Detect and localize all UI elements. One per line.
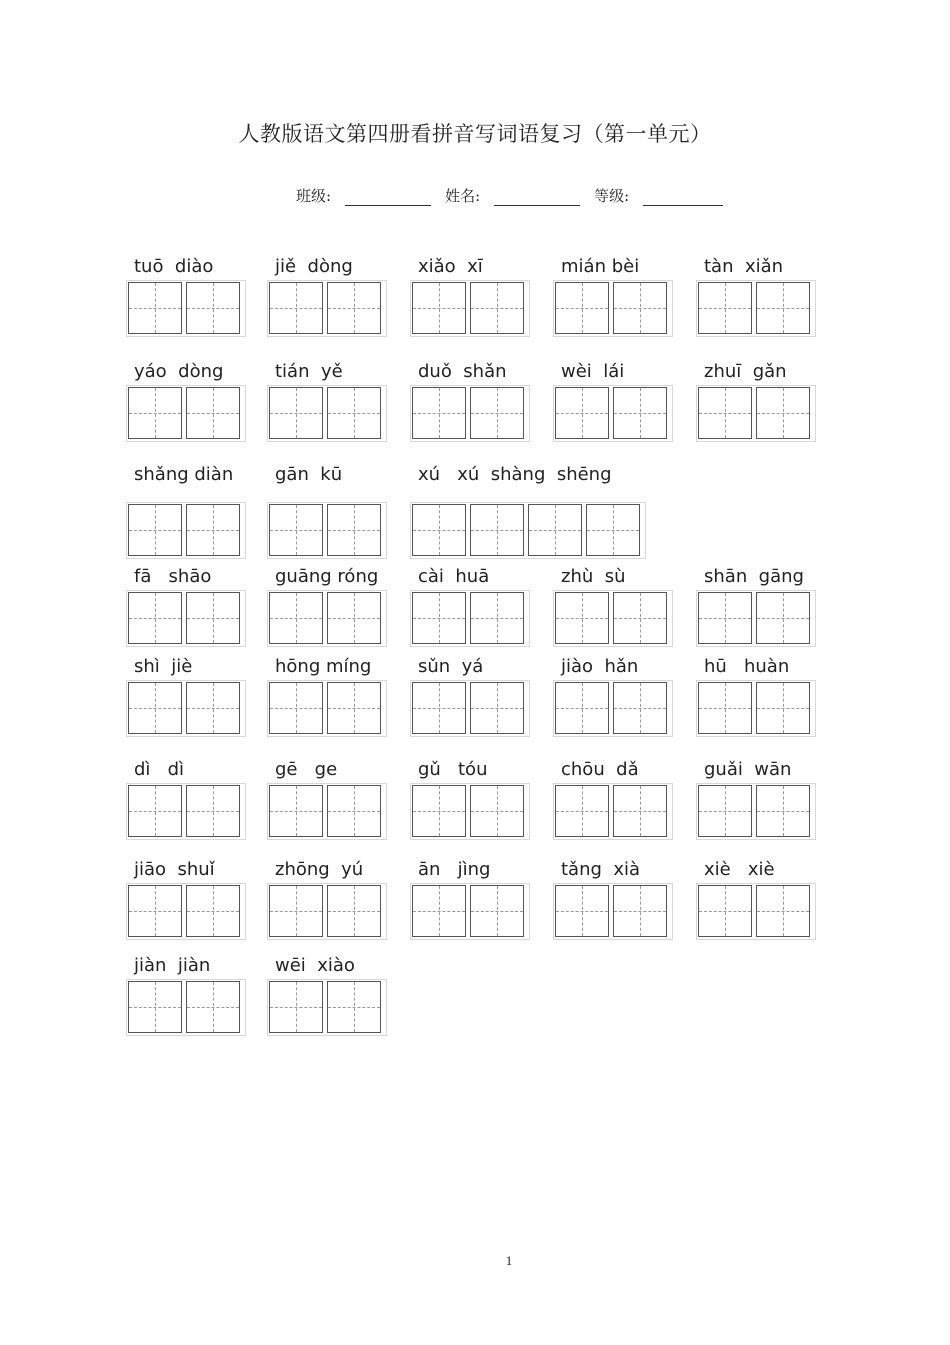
writing-cell[interactable] (470, 592, 524, 644)
word-pinyin: gē ge (275, 759, 338, 780)
writing-cell[interactable] (327, 592, 381, 644)
character-cells (698, 785, 814, 837)
writing-cell[interactable] (698, 885, 752, 937)
character-cells (555, 682, 671, 734)
writing-cell[interactable] (756, 282, 810, 334)
word-pinyin: tàn xiǎn (704, 256, 784, 277)
writing-cell[interactable] (756, 387, 810, 439)
word-pinyin: jiě dòng (275, 256, 353, 277)
writing-cell[interactable] (186, 592, 240, 644)
writing-cell[interactable] (412, 682, 466, 734)
word-pinyin: jiàn jiàn (134, 955, 211, 976)
word-pinyin: mián bèi (561, 256, 640, 277)
writing-cell[interactable] (128, 592, 182, 644)
character-cells (412, 682, 528, 734)
character-cells (555, 387, 671, 439)
writing-cell[interactable] (412, 282, 466, 334)
word-pinyin: zhōng yú (275, 859, 364, 880)
writing-cell[interactable] (186, 282, 240, 334)
writing-cell[interactable] (269, 504, 323, 556)
writing-cell[interactable] (470, 682, 524, 734)
writing-cell[interactable] (555, 592, 609, 644)
writing-cell[interactable] (327, 885, 381, 937)
page-title: 人教版语文第四册看拼音写词语复习（第一单元） (238, 122, 712, 146)
character-cells (698, 682, 814, 734)
character-cells (128, 682, 244, 734)
writing-cell[interactable] (186, 981, 240, 1033)
writing-cell[interactable] (269, 387, 323, 439)
word-pinyin: tuō diào (134, 256, 214, 277)
character-cells (698, 387, 814, 439)
writing-cell[interactable] (756, 682, 810, 734)
word-pinyin: hū huàn (704, 656, 790, 677)
writing-cell[interactable] (756, 885, 810, 937)
writing-cell[interactable] (412, 387, 466, 439)
word-pinyin: ān jìng (418, 859, 491, 880)
word-pinyin: fā shāo (134, 566, 212, 587)
name-label: 姓名: (445, 187, 481, 205)
class-field[interactable] (345, 187, 431, 206)
writing-cell[interactable] (186, 785, 240, 837)
writing-cell[interactable] (269, 981, 323, 1033)
character-cells (128, 885, 244, 937)
writing-cell[interactable] (186, 504, 240, 556)
character-cells (269, 282, 385, 334)
word-pinyin: zhù sù (561, 566, 626, 587)
writing-cell[interactable] (756, 592, 810, 644)
writing-cell[interactable] (470, 504, 524, 556)
writing-cell[interactable] (555, 885, 609, 937)
writing-cell[interactable] (269, 592, 323, 644)
writing-cell[interactable] (412, 592, 466, 644)
writing-cell[interactable] (412, 885, 466, 937)
writing-cell[interactable] (528, 504, 582, 556)
writing-cell[interactable] (756, 785, 810, 837)
writing-cell[interactable] (327, 785, 381, 837)
word-pinyin: jiāo shuǐ (134, 859, 215, 880)
character-cells (128, 981, 244, 1033)
word-pinyin: sǔn yá (418, 656, 484, 677)
word-pinyin: guāng róng (275, 566, 379, 587)
word-pinyin: tián yě (275, 361, 343, 382)
writing-cell[interactable] (327, 387, 381, 439)
page-number: 1 (505, 1253, 513, 1268)
writing-cell[interactable] (698, 387, 752, 439)
writing-cell[interactable] (555, 785, 609, 837)
word-pinyin: guǎi wān (704, 759, 792, 780)
writing-cell[interactable] (470, 885, 524, 937)
word-pinyin: wèi lái (561, 361, 625, 382)
grade-field[interactable] (643, 187, 723, 206)
writing-cell[interactable] (613, 282, 667, 334)
character-cells (128, 387, 244, 439)
word-pinyin: wēi xiào (275, 955, 355, 976)
writing-cell[interactable] (327, 682, 381, 734)
word-pinyin: xiè xiè (704, 859, 775, 880)
name-field[interactable] (494, 187, 580, 206)
writing-cell[interactable] (327, 504, 381, 556)
student-info (296, 185, 723, 206)
character-cells (269, 682, 385, 734)
character-cells (698, 885, 814, 937)
writing-cell[interactable] (412, 504, 466, 556)
character-cells (555, 282, 671, 334)
character-cells (128, 592, 244, 644)
word-pinyin: xú xú shàng shēng (418, 464, 612, 485)
writing-cell[interactable] (128, 282, 182, 334)
writing-cell[interactable] (613, 682, 667, 734)
writing-cell[interactable] (555, 282, 609, 334)
character-cells (128, 282, 244, 334)
writing-cell[interactable] (613, 592, 667, 644)
writing-cell[interactable] (613, 387, 667, 439)
word-pinyin: shǎng diàn (134, 464, 234, 485)
writing-cell[interactable] (698, 282, 752, 334)
character-cells (555, 592, 671, 644)
character-cells (269, 981, 385, 1033)
character-cells (269, 387, 385, 439)
writing-cell[interactable] (555, 682, 609, 734)
word-pinyin: zhuī gǎn (704, 361, 787, 382)
writing-cell[interactable] (269, 785, 323, 837)
writing-cell[interactable] (327, 282, 381, 334)
word-pinyin: shì jiè (134, 656, 193, 677)
writing-cell[interactable] (555, 387, 609, 439)
word-pinyin: hōng míng (275, 656, 372, 677)
writing-cell[interactable] (470, 282, 524, 334)
class-label: 班级: (296, 187, 332, 205)
character-cells (698, 282, 814, 334)
character-cells (555, 785, 671, 837)
grade-label: 等级: (594, 187, 630, 205)
character-cells (412, 282, 528, 334)
writing-cell[interactable] (269, 682, 323, 734)
character-cells (269, 785, 385, 837)
writing-cell[interactable] (327, 981, 381, 1033)
writing-cell[interactable] (128, 387, 182, 439)
word-pinyin: xiǎo xī (418, 256, 483, 277)
character-cells (412, 885, 528, 937)
writing-cell[interactable] (128, 885, 182, 937)
writing-cell[interactable] (613, 785, 667, 837)
word-pinyin: shān gāng (704, 566, 804, 587)
writing-cell[interactable] (412, 785, 466, 837)
character-cells (269, 885, 385, 937)
word-pinyin: gǔ tóu (418, 759, 488, 780)
word-pinyin: cài huā (418, 566, 490, 587)
writing-cell[interactable] (128, 785, 182, 837)
writing-cell[interactable] (269, 885, 323, 937)
character-cells (269, 592, 385, 644)
character-cells (412, 592, 528, 644)
writing-cell[interactable] (269, 282, 323, 334)
writing-cell[interactable] (186, 387, 240, 439)
word-pinyin: gān kū (275, 464, 343, 485)
word-pinyin: jiào hǎn (561, 656, 639, 677)
writing-cell[interactable] (698, 592, 752, 644)
character-cells (412, 504, 644, 556)
writing-cell[interactable] (470, 387, 524, 439)
character-cells (412, 785, 528, 837)
character-cells (269, 504, 385, 556)
word-pinyin: yáo dòng (134, 361, 224, 382)
writing-cell[interactable] (586, 504, 640, 556)
word-pinyin: dì dì (134, 759, 185, 780)
word-pinyin: tǎng xià (561, 859, 641, 880)
writing-cell[interactable] (698, 785, 752, 837)
word-pinyin: duǒ shǎn (418, 361, 507, 382)
writing-cell[interactable] (128, 981, 182, 1033)
writing-cell[interactable] (128, 682, 182, 734)
word-pinyin: chōu dǎ (561, 759, 639, 780)
character-cells (128, 504, 244, 556)
character-cells (128, 785, 244, 837)
writing-cell[interactable] (470, 785, 524, 837)
character-cells (555, 885, 671, 937)
character-cells (412, 387, 528, 439)
writing-cell[interactable] (128, 504, 182, 556)
writing-cell[interactable] (186, 682, 240, 734)
writing-cell[interactable] (186, 885, 240, 937)
writing-cell[interactable] (698, 682, 752, 734)
character-cells (698, 592, 814, 644)
writing-cell[interactable] (613, 885, 667, 937)
